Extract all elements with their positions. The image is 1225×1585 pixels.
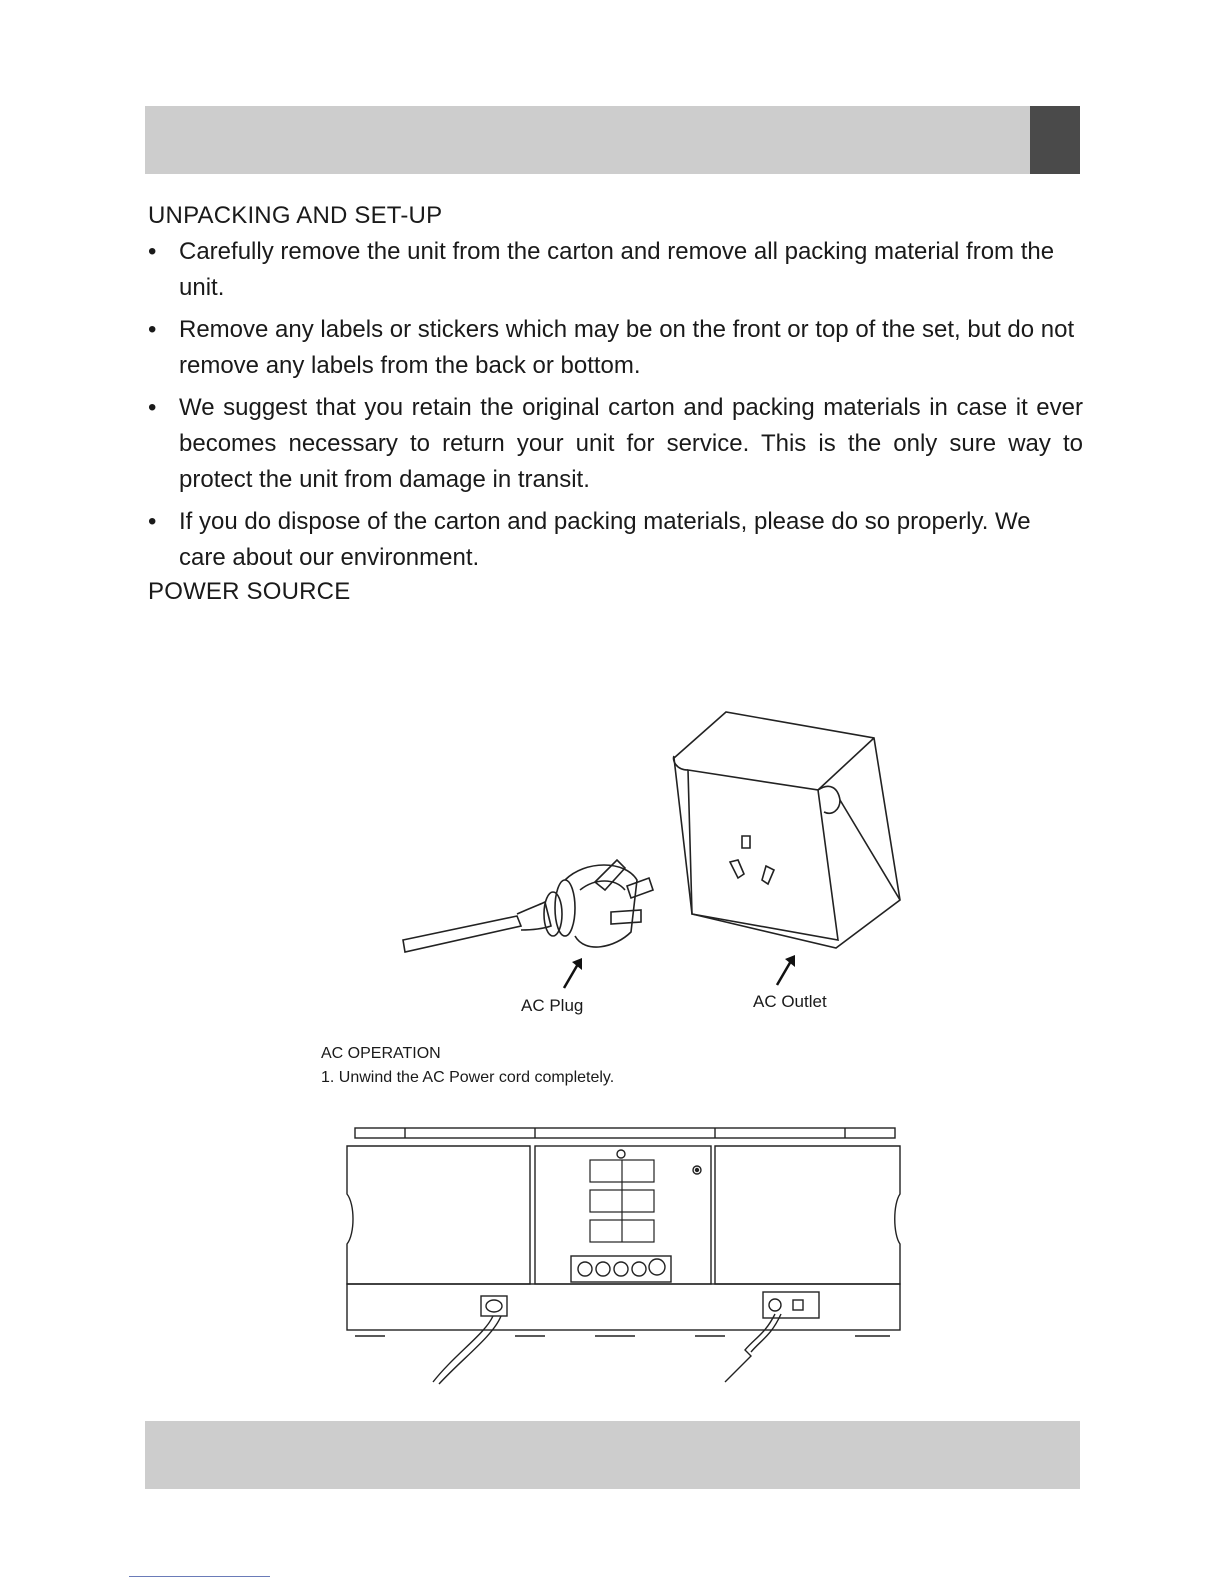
heading-unpacking: UNPACKING AND SET-UP (148, 202, 443, 229)
heading-power-source: POWER SOURCE (148, 578, 351, 605)
stereo-rear-illustration (345, 1124, 905, 1386)
ac-operation-heading: AC OPERATION (321, 1045, 441, 1062)
outlet-arrow-icon (771, 955, 801, 989)
bullet-dot: • (148, 238, 157, 265)
ac-outlet-label: AC Outlet (753, 992, 827, 1011)
list-item-text: Remove any labels or stickers which may be on the front or top of the set, but do not remove any labels from the back or bottom. (179, 316, 1075, 379)
plug-arrow-icon (558, 958, 588, 992)
list-item-text: Carefully remove the unit from the carton and remove all packing material from the unit. (179, 238, 1055, 301)
list-item (148, 504, 1083, 576)
bullet-dot: • (148, 394, 157, 421)
list-item (148, 390, 1083, 498)
footer-band (145, 1421, 1080, 1489)
bullet-dot: • (148, 508, 157, 535)
ac-operation-step-1: 1. Unwind the AC Power cord completely. (321, 1069, 615, 1086)
list-item (148, 234, 1083, 306)
ac-plug-illustration (395, 820, 665, 970)
header-band (145, 106, 1080, 174)
list-item (148, 312, 1083, 384)
ac-plug-label: AC Plug (521, 996, 584, 1015)
list-item-text: If you do dispose of the carton and packing materials, please do so properly. We care about our environment. (179, 508, 1031, 571)
unpacking-list (148, 234, 1083, 582)
ac-outlet-illustration (668, 708, 913, 960)
footer-rule (129, 1576, 270, 1577)
section-tab (1030, 106, 1080, 174)
list-item-text: We suggest that you retain the original carton and packing materials in case it ever becomes necessary to return your unit for service. This is the only sure way to protect the unit from damage in transit. (179, 394, 1083, 493)
bullet-dot: • (148, 316, 157, 343)
